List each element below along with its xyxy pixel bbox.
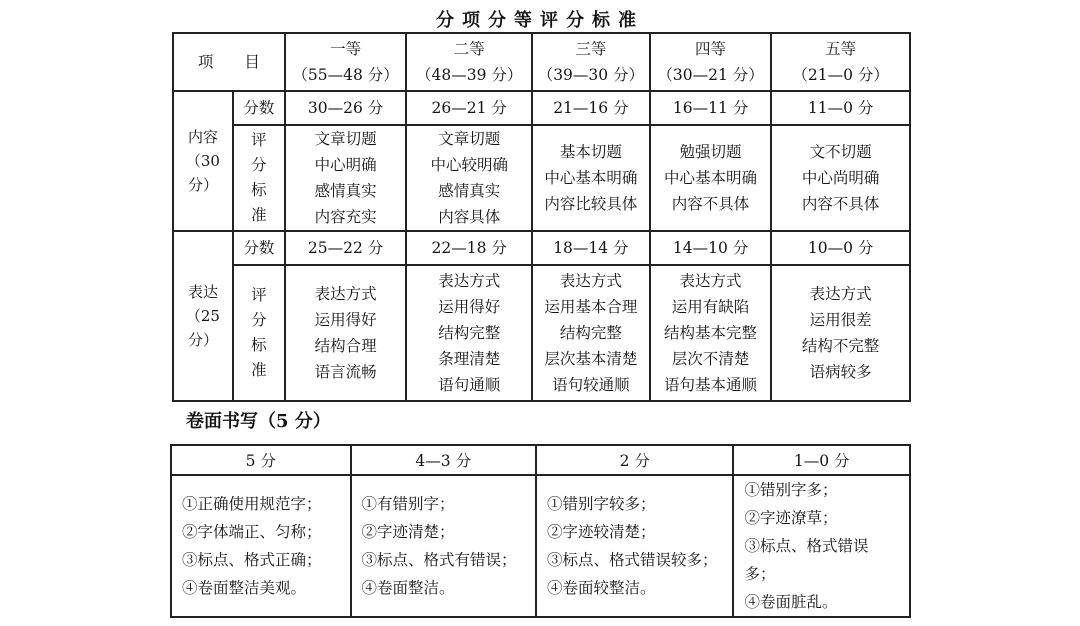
criteria-cell: 表达方式 运用有缺陷 结构基本完整 层次不清楚 语句基本通顺 (650, 265, 772, 401)
level-header: 五等 （21—0 分） (771, 33, 910, 91)
criteria-label: 评 分 标 准 (233, 265, 285, 401)
writing-criteria-cell: ①正确使用规范字； ②字体端正、匀称； ③标点、格式正确； ④卷面整洁美观。 (171, 475, 351, 617)
writing-criteria-cell: ①错别字多； ②字迹潦草； ③标点、格式错误多； ④卷面脏乱。 (733, 475, 910, 617)
scoring-table (172, 32, 911, 402)
content-criteria-row (173, 125, 910, 231)
criteria-cell: 表达方式 运用得好 结构完整 条理清楚 语句通顺 (406, 265, 532, 401)
criteria-cell: 表达方式 运用得好 结构合理 语言流畅 (285, 265, 407, 401)
writing-criteria-cell: ①有错别字； ②字迹清楚； ③标点、格式有错误； ④卷面整洁。 (351, 475, 536, 617)
score-label: 分数 (233, 231, 285, 265)
score-cell: 16—11 分 (650, 91, 772, 125)
level-header: 四等 （30—21 分） (650, 33, 772, 91)
criteria-cell: 勉强切题 中心基本明确 内容不具体 (650, 125, 772, 231)
header-row (173, 33, 910, 91)
criteria-cell: 表达方式 运用很差 结构不完整 语病较多 (771, 265, 910, 401)
score-cell: 26—21 分 (406, 91, 532, 125)
page-title: 分项分等评分标准 (436, 10, 644, 31)
level-header: 一等 （55—48 分） (285, 33, 407, 91)
writing-section-heading: 卷面书写（5 分） (186, 411, 331, 432)
writing-criteria-row (171, 475, 910, 617)
level-header: 三等 （39—30 分） (532, 33, 650, 91)
writing-table (170, 444, 911, 618)
writing-level-header: 2 分 (536, 445, 733, 475)
section-expression-label: 表达 （25 分） (173, 231, 233, 401)
section-content-label: 内容 （30 分） (173, 91, 233, 231)
score-label: 分数 (233, 91, 285, 125)
criteria-label: 评 分 标 准 (233, 125, 285, 231)
criteria-cell: 文不切题 中心尚明确 内容不具体 (771, 125, 910, 231)
writing-level-header: 5 分 (171, 445, 351, 475)
score-cell: 11—0 分 (771, 91, 910, 125)
level-header: 二等 （48—39 分） (406, 33, 532, 91)
score-cell: 10—0 分 (771, 231, 910, 265)
criteria-cell: 基本切题 中心基本明确 内容比较具体 (532, 125, 650, 231)
writing-criteria-cell: ①错别字较多； ②字迹较清楚； ③标点、格式错误较多； ④卷面较整洁。 (536, 475, 733, 617)
expression-score-row (173, 231, 910, 265)
score-cell: 21—16 分 (532, 91, 650, 125)
score-cell: 25—22 分 (285, 231, 407, 265)
criteria-cell: 表达方式 运用基本合理 结构完整 层次基本清楚 语句较通顺 (532, 265, 650, 401)
score-cell: 30—26 分 (285, 91, 407, 125)
writing-level-header: 4—3 分 (351, 445, 536, 475)
criteria-cell: 文章切题 中心明确 感情真实 内容充实 (285, 125, 407, 231)
score-cell: 18—14 分 (532, 231, 650, 265)
item-header: 项 目 (173, 33, 285, 91)
writing-header-row (171, 445, 910, 475)
criteria-cell: 文章切题 中心较明确 感情真实 内容具体 (406, 125, 532, 231)
expression-criteria-row (173, 265, 910, 401)
score-cell: 14—10 分 (650, 231, 772, 265)
content-score-row (173, 91, 910, 125)
writing-level-header: 1—0 分 (733, 445, 910, 475)
score-cell: 22—18 分 (406, 231, 532, 265)
